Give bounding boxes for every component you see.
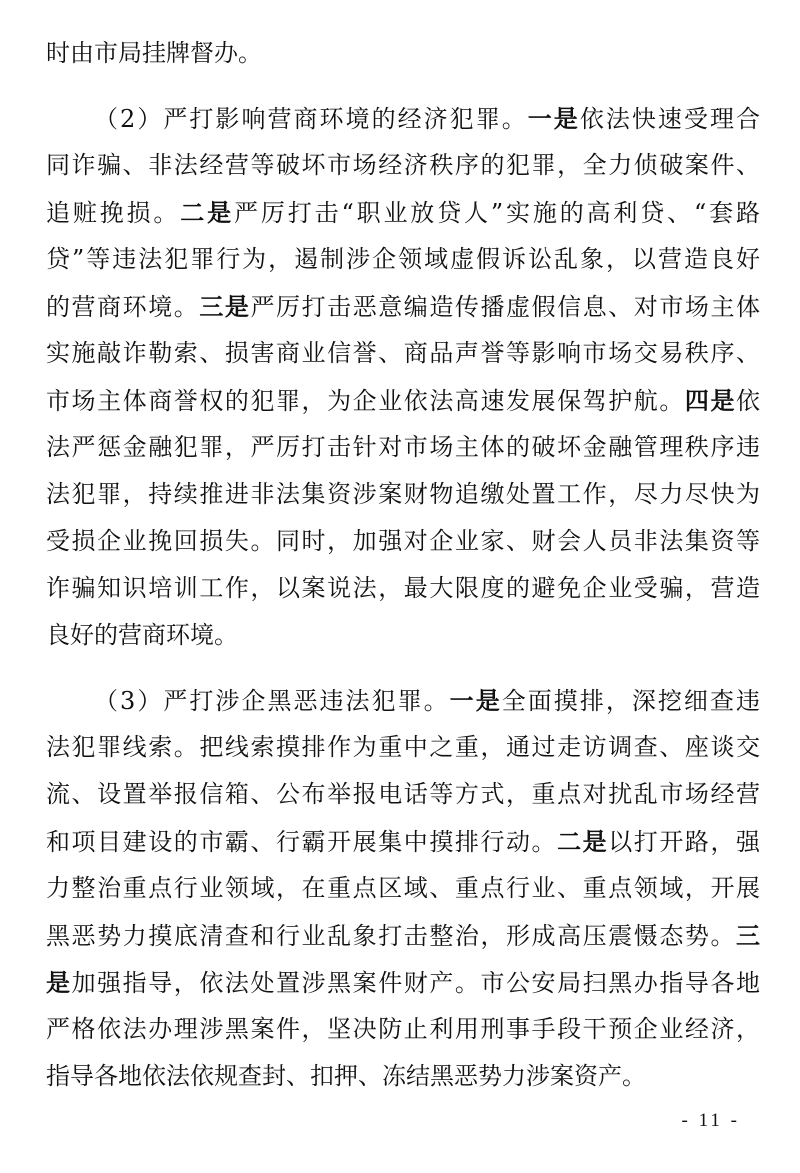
text-line <box>46 189 760 236</box>
text-line <box>46 612 760 659</box>
text-line <box>46 95 760 142</box>
paragraph-gap <box>46 659 760 677</box>
text-segment: 法犯罪，持续推进非法集资涉案财物追缴处置工作，尽力尽快为 <box>46 480 760 508</box>
bold-marker: 三 <box>736 921 760 950</box>
text-segment: 实施敲诈勒索、损害商业信誉、商品声誉等影响市场交易秩序、 <box>46 339 760 367</box>
text-segment: 贷”等违法犯罪行为，遏制涉企领域虚假诉讼乱象，以营造良好 <box>46 245 760 273</box>
text-segment: 追赃挽损。 <box>46 199 181 227</box>
page-number: - 11 - <box>681 1110 740 1131</box>
text-line <box>46 424 760 471</box>
paragraph-gap <box>46 77 760 95</box>
text-segment: 严格依法办理涉黑案件，坚决防止利用刑事手段干预企业经济， <box>46 1015 760 1043</box>
text-line <box>46 865 760 912</box>
bold-marker: 是 <box>46 968 72 997</box>
text-line <box>46 959 760 1006</box>
text-line <box>46 1053 760 1100</box>
text-line <box>46 518 760 565</box>
text-segment: 指导各地依法依规查封、扣押、冻结黑恶势力涉案资产。 <box>46 1062 646 1090</box>
text-segment: 受损企业挽回损失。同时，加强对企业家、财会人员非法集资等 <box>46 527 760 555</box>
text-line <box>46 771 760 818</box>
text-segment: （3）严打涉企黑恶违法犯罪。 <box>94 687 450 715</box>
text-line <box>46 724 760 771</box>
text-line <box>46 1006 760 1053</box>
text-segment: 黑恶势力摸底清查和行业乱象打击整治，形成高压震慑态势。 <box>46 922 736 950</box>
bold-marker: 二是 <box>180 198 235 227</box>
bold-marker: 一是 <box>449 686 502 715</box>
text-segment: 依法快速受理合 <box>579 105 760 133</box>
text-segment: 加强指导，依法处置涉黑案件财产。市公安局扫黑办指导各地 <box>71 969 760 997</box>
text-segment: 以打开路，强 <box>608 828 760 856</box>
text-segment: 依 <box>736 387 760 415</box>
text-segment: 的营商环境。 <box>46 293 200 321</box>
text-line <box>46 377 760 424</box>
text-line <box>46 30 760 77</box>
text-line <box>46 677 760 724</box>
text-segment: 力整治重点行业领域，在重点区域、重点行业、重点领域，开展 <box>46 874 760 902</box>
bold-marker: 二是 <box>557 827 609 856</box>
text-line <box>46 818 760 865</box>
bold-marker: 一是 <box>527 104 580 133</box>
text-segment: 严厉打击“职业放贷人”实施的高利贷、“套路 <box>234 199 760 227</box>
bold-marker: 三是 <box>199 292 251 321</box>
text-segment: 流、设置举报信箱、公布举报电话等方式，重点对扰乱市场经营 <box>46 780 760 808</box>
text-segment: （2）严打影响营商环境的经济犯罪。 <box>94 105 528 133</box>
text-line <box>46 912 760 959</box>
text-segment: 诈骗知识培训工作，以案说法，最大限度的避免企业受骗，营造 <box>46 574 760 602</box>
text-line <box>46 330 760 377</box>
text-segment: 严厉打击恶意编造传播虚假信息、对市场主体 <box>250 293 760 321</box>
text-segment: 和项目建设的市霸、行霸开展集中摸排行动。 <box>46 828 558 856</box>
text-line <box>46 142 760 189</box>
text-segment: 同诈骗、非法经营等破坏市场经济秩序的犯罪，全力侦破案件、 <box>46 151 760 179</box>
text-segment: 法犯罪线索。把线索摸排作为重中之重，通过走访调查、座谈交 <box>46 733 760 761</box>
text-line <box>46 236 760 283</box>
text-line <box>46 565 760 612</box>
text-segment: 全面摸排，深挖细查违 <box>501 687 760 715</box>
text-segment: 法严惩金融犯罪，严厉打击针对市场主体的破坏金融管理秩序违 <box>46 433 760 461</box>
text-segment: 时由市局挂牌督办。 <box>46 39 262 67</box>
text-line <box>46 283 760 330</box>
text-segment: 市场主体商誉权的犯罪，为企业依法高速发展保驾护航。 <box>46 387 685 415</box>
document-body <box>46 30 760 1100</box>
text-segment: 良好的营商环境。 <box>46 621 238 649</box>
bold-marker: 四是 <box>684 386 737 415</box>
text-line <box>46 471 760 518</box>
